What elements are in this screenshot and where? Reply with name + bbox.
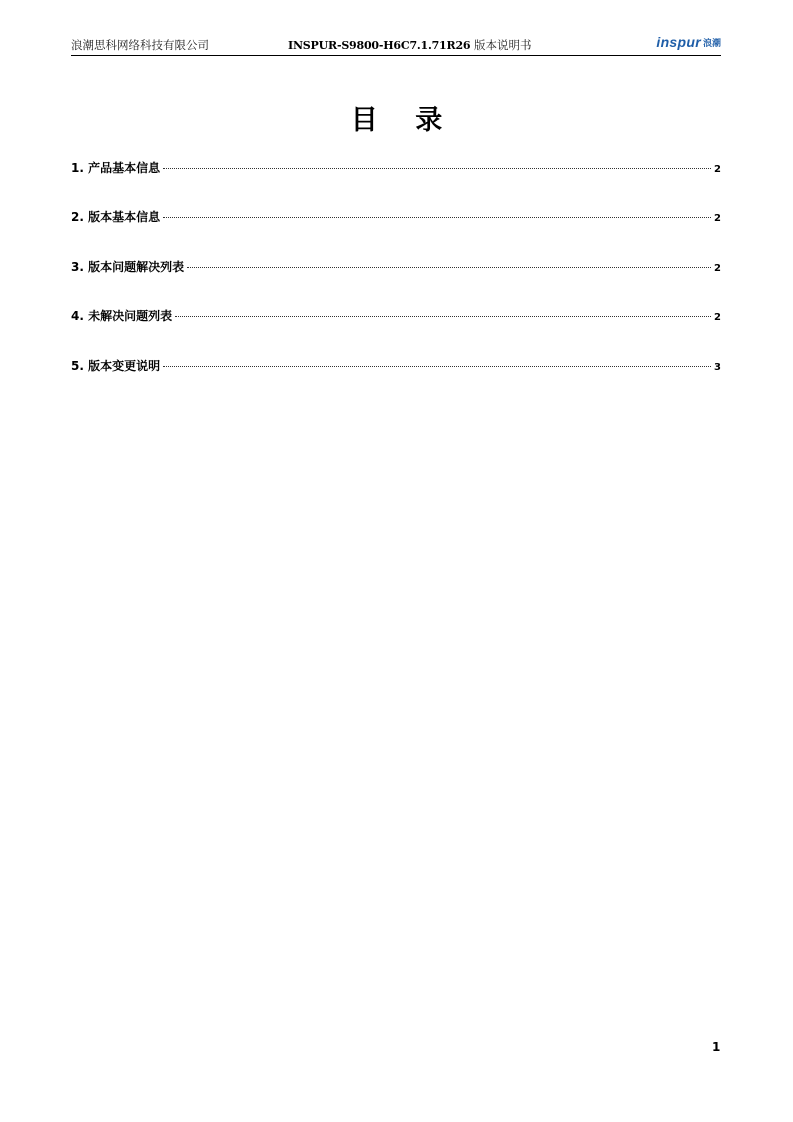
inspur-logo (656, 34, 721, 50)
toc-entry-number: 2. (71, 210, 84, 224)
header-document-model: INSPUR-S9800-H6C7.1.71R26 (288, 39, 471, 52)
toc-entry-page: 2 (714, 213, 721, 224)
header-document-title (288, 37, 532, 53)
toc-entry-text: 版本问题解决列表 (88, 260, 185, 274)
toc-dot-leader (163, 168, 711, 169)
toc-entry-product-info[interactable] (71, 159, 721, 177)
toc-entry-number: 5. (71, 359, 84, 373)
toc-entry-version-info[interactable] (71, 208, 721, 226)
toc-entry-text: 版本变更说明 (88, 359, 161, 373)
toc-entry-page: 2 (714, 164, 721, 175)
toc-dot-leader (187, 267, 711, 268)
toc-entry-page: 3 (714, 362, 721, 373)
header-document-type: 版本说明书 (474, 38, 532, 52)
toc-entry-resolved-issues[interactable] (71, 258, 721, 276)
toc-dot-leader (163, 366, 711, 367)
toc-entry-page: 2 (714, 312, 721, 323)
toc-entry-text: 产品基本信息 (88, 161, 161, 175)
logo-chinese-mark: 浪潮 (702, 38, 721, 49)
page-number: 1 (712, 1040, 721, 1054)
toc-entry-text: 版本基本信息 (88, 210, 161, 224)
toc-entry-unresolved-issues[interactable] (71, 307, 721, 325)
page-header (71, 34, 721, 56)
toc-dot-leader (175, 316, 711, 317)
toc-entry-number: 1. (71, 161, 84, 175)
toc-dot-leader (163, 217, 711, 218)
toc-entry-text: 未解决问题列表 (88, 309, 173, 323)
logo-wordmark: inspur (656, 34, 701, 50)
toc-entry-number: 3. (71, 260, 84, 274)
toc-entry-version-changes[interactable] (71, 357, 721, 375)
toc-entry-page: 2 (714, 263, 721, 274)
toc-title: 目 录 (350, 105, 457, 136)
header-company-name: 浪潮思科网络科技有限公司 (71, 38, 209, 52)
toc-entry-number: 4. (71, 309, 84, 323)
